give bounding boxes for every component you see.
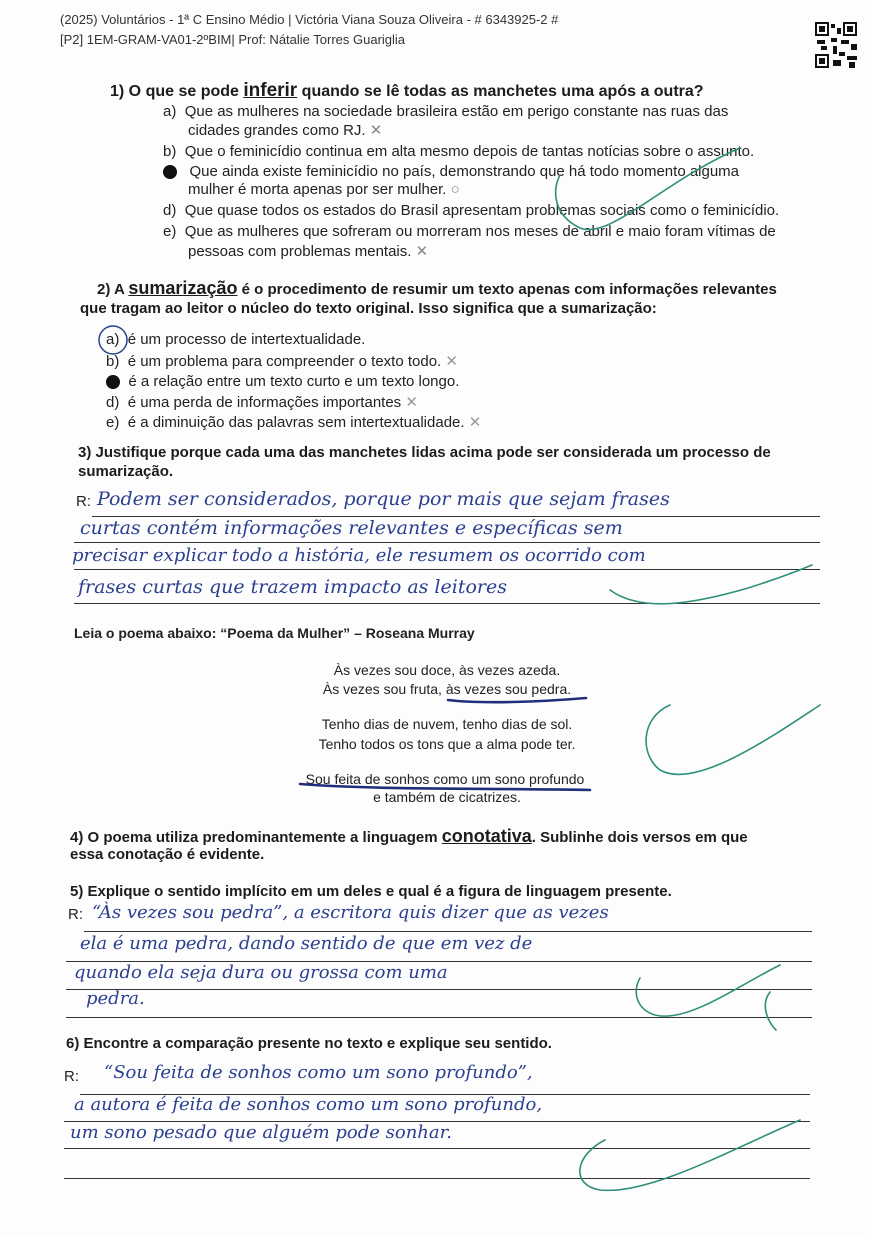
stroke-mark: [765, 992, 776, 1030]
header-line-1: (2025) Voluntários - 1ª C Ensino Médio | Victória Viana Souza Oliveira - # 6343925-2 #: [60, 12, 559, 27]
q1-option-e[interactable]: e) Que as mulheres que sofreram ou morreram nos meses de abril e maio foram vítimas de: [163, 223, 776, 240]
q2-option-e[interactable]: e) é a diminuição das palavras sem intertextualidade. ✕: [106, 414, 482, 431]
q6-answer-line-3: um sono pesado que alguém pode sonhar.: [70, 1122, 452, 1143]
checkmark-icon: [580, 1120, 800, 1190]
q1-keyword: inferir: [243, 80, 298, 101]
checkmark-icon: [556, 148, 740, 230]
q4-title: 4) O poema utiliza predominantemente a linguagem conotativa. Sublinhe dois versos em que: [70, 826, 748, 846]
poem-heading: Leia o poema abaixo: “Poema da Mulher” – Roseana Murray: [74, 625, 475, 641]
q1-option-b[interactable]: b) Que o feminicídio continua em alta mesmo depois de tantas notícias sobre o assunto.: [163, 143, 755, 160]
q2-title-line-2: que tragam ao leitor o núcleo do texto original. Isso significa que a sumarização:: [80, 300, 657, 317]
underline-mark: [300, 784, 590, 790]
q5-r-label: R:: [68, 906, 83, 923]
q1-option-a[interactable]: a) Que as mulheres na sociedade brasileira estão em perigo constante nas ruas das: [163, 103, 729, 120]
q3-answer-line-1: Podem ser considerados, porque por mais que sejam frases: [97, 488, 670, 510]
q1-option-e-cont: pessoas com problemas mentais. ✕: [188, 243, 429, 260]
q1-option-d[interactable]: d) Que quase todos os estados do Brasil apresentam problemas sociais como o feminicídio.: [163, 202, 780, 219]
q6-answer-line-2: a autora é feita de sonhos como um sono profundo,: [74, 1094, 543, 1115]
poem-line-3: Tenho dias de nuvem, tenho dias de sol.: [321, 716, 573, 732]
checkmark-icon: [646, 705, 820, 774]
circle-mark: [99, 326, 127, 354]
q3-answer-line-4: frases curtas que trazem impacto as leitores: [78, 576, 507, 598]
header-line-2: [P2] 1EM-GRAM-VA01-2ºBIM| Prof: Nátalie Torres Guariglia: [60, 32, 406, 47]
q5-answer-line-4: pedra.: [86, 988, 145, 1009]
q5-answer-line-1: “Às vezes sou pedra”, a escritora quis dizer que as vezes: [92, 902, 609, 923]
poem-line-5: Sou feita de sonhos como um sono profundo: [305, 771, 585, 787]
q3-title: 3) Justifique porque cada uma das manchetes lidas acima pode ser considerada um processo de: [78, 444, 771, 461]
q2-keyword: sumarização: [128, 278, 238, 298]
poem-line-2: Às vezes sou fruta, às vezes sou pedra.: [322, 681, 572, 697]
q1-option-c-cont: mulher é morta apenas por ser mulher. ○: [188, 181, 460, 198]
poem-line-4: Tenho todos os tons que a alma pode ter.: [318, 736, 576, 752]
q5-title: 5) Explique o sentido implícito em um deles e qual é a figura de linguagem presente.: [70, 883, 672, 900]
q2-option-c[interactable]: é a relação entre um texto curto e um texto longo.: [106, 373, 481, 393]
q1-option-c[interactable]: Que ainda existe feminicídio no país, demonstrando que há todo momento alguma: [163, 163, 833, 181]
q6-r-label: R:: [64, 1068, 79, 1085]
q5-answer-line-2: ela é uma pedra, dando sentido de que em vez de: [80, 933, 533, 954]
poem-line-6: e também de cicatrizes.: [373, 789, 521, 805]
q2-option-a[interactable]: a) é um processo de intertextualidade.: [106, 331, 366, 348]
q5-answer-line-3: quando ela seja dura ou grossa com uma: [74, 962, 448, 983]
q1-option-a-cont: cidades grandes como RJ. ✕: [188, 122, 383, 139]
q6-title: 6) Encontre a comparação presente no texto e explique seu sentido.: [66, 1035, 552, 1052]
q6-answer-line-1: “Sou feita de sonhos como um sono profundo”,: [104, 1062, 533, 1083]
underline-mark: [448, 698, 586, 702]
checkmark-icon: [610, 565, 812, 604]
poem-line-1: Às vezes sou doce, às vezes azeda.: [333, 662, 561, 678]
q3-answer-line-2: curtas contém informações relevantes e específicas sem: [80, 517, 623, 539]
q1-title: 1) O que se pode inferir quando se lê todas as manchetes uma após a outra?: [110, 80, 704, 101]
q3-answer-line-3: precisar explicar todo a história, ele resumem os ocorrido com: [72, 545, 646, 566]
checkmark-icon: [636, 965, 780, 1016]
q4-keyword: conotativa: [441, 826, 532, 846]
q2-title: 2) A sumarização é o procedimento de resumir um texto apenas com informações relevantes: [97, 278, 777, 298]
q2-option-b[interactable]: b) é um problema para compreender o texto todo. ✕: [106, 353, 458, 370]
q3-r-label: R:: [76, 493, 91, 510]
q3-title-line-2: sumarização.: [78, 463, 174, 480]
q4-title-line-2: essa conotação é evidente.: [70, 846, 265, 863]
q2-option-d[interactable]: d) é uma perda de informações importantes ✕: [106, 394, 418, 411]
